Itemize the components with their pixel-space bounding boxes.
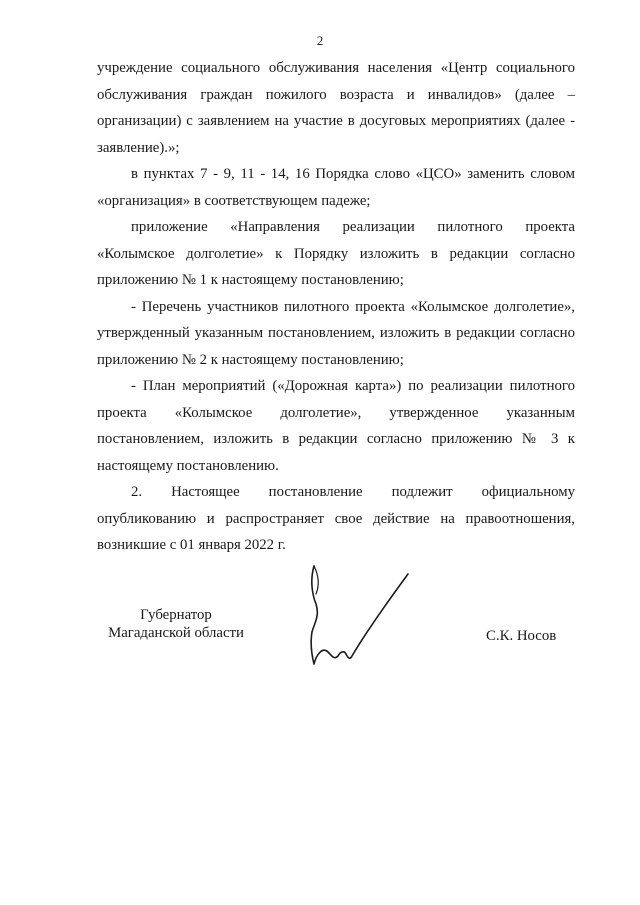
paragraph-5: - План мероприятий («Дорожная карта») по реализации пилотного проекта «Колымское долголетие», утвержденное указанным постановлением, изложить в редакции согласно приложению № 3 к настоящему постановлению. — [97, 378, 575, 474]
signatory-title-line-1: Губернатор — [140, 607, 212, 623]
signature-stroke-loop — [314, 566, 318, 594]
paragraph-4: - Перечень участников пилотного проекта «Колымское долголетие», утвержденный указанным постановлением, изложить в редакции согласно приложению № 2 к настоящему постановлению; — [97, 298, 575, 368]
signatory-title-line-2: Магаданской области — [108, 625, 244, 641]
handwritten-signature — [292, 560, 422, 675]
signature-block — [0, 560, 640, 700]
document-body — [97, 55, 575, 559]
signatory-name: С.К. Носов — [486, 628, 557, 644]
page-number: 2 — [316, 33, 324, 48]
signatory-title — [96, 606, 256, 642]
paragraph-6: 2. Настоящее постановление подлежит официальному опубликованию и распространяет свое действие на правоотношения, возникшие с 01 января 2022 г. — [97, 484, 575, 553]
signature-stroke — [311, 566, 408, 664]
paragraph-1: учреждение социального обслуживания населения «Центр социального обслуживания граждан пожилого возраста и инвалидов» (далее –организации) с заявлением на участие в досуговых мероприятиях (далее - заявление).»; — [97, 60, 575, 156]
paragraph-2: в пунктах 7 - 9, 11 - 14, 16 Порядка слово «ЦСО» заменить словом «организация» в соответствующем падеже; — [97, 166, 575, 209]
paragraph-3: приложение «Направления реализации пилотного проекта «Колымское долголетие» к Порядку изложить в редакции согласно приложению № 1 к настоящему постановлению; — [97, 219, 575, 288]
